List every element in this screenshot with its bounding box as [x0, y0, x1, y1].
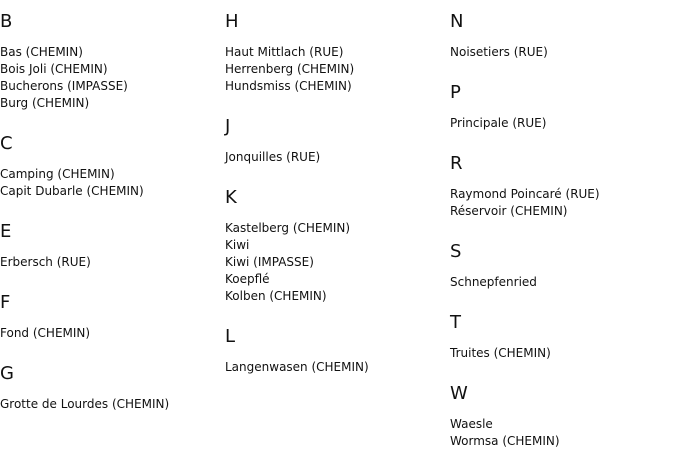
street-link[interactable]: Hundsmiss (CHEMIN) [225, 79, 352, 93]
letter-heading: K [225, 187, 237, 208]
street-list [225, 44, 450, 95]
letter-heading: B [0, 11, 13, 32]
street-link[interactable]: Grotte de Lourdes (CHEMIN) [0, 397, 170, 411]
letter-group-e [0, 220, 225, 271]
letter-heading: T [450, 312, 461, 333]
street-link[interactable]: Bucherons (IMPASSE) [0, 79, 128, 93]
street-list [0, 166, 225, 200]
street-list [450, 416, 675, 450]
letter-group-h [225, 10, 450, 95]
letter-heading: N [450, 11, 464, 32]
street-link[interactable]: Principale (RUE) [450, 116, 547, 130]
street-list [450, 345, 675, 362]
letter-group-n [450, 10, 675, 61]
street-list [225, 359, 450, 376]
street-link[interactable]: Camping (CHEMIN) [0, 167, 115, 181]
street-link[interactable]: Waesle [450, 417, 493, 431]
street-list [450, 274, 675, 291]
street-link[interactable]: Koepflé [225, 272, 270, 286]
street-list [450, 115, 675, 132]
street-list [0, 396, 225, 413]
street-list [225, 149, 450, 166]
letter-group-k [225, 186, 450, 305]
street-link[interactable]: Wormsa (CHEMIN) [450, 434, 560, 448]
letter-group-s [450, 240, 675, 291]
letter-group-f [0, 291, 225, 342]
street-link[interactable]: Kastelberg (CHEMIN) [225, 221, 351, 235]
street-list [0, 254, 225, 271]
letter-heading: J [225, 116, 231, 137]
letter-group-b [0, 10, 225, 112]
street-link[interactable]: Schnepfenried [450, 275, 537, 289]
street-index-column-2 [225, 10, 450, 396]
letter-group-l [225, 325, 450, 376]
letter-heading: W [450, 383, 468, 404]
letter-heading: S [450, 241, 462, 262]
street-link[interactable]: Truites (CHEMIN) [450, 346, 551, 360]
street-link[interactable]: Bois Joli (CHEMIN) [0, 62, 108, 76]
street-link[interactable]: Kiwi (IMPASSE) [225, 255, 314, 269]
street-link[interactable]: Fond (CHEMIN) [0, 326, 91, 340]
street-link[interactable]: Bas (CHEMIN) [0, 45, 83, 59]
letter-heading: P [450, 82, 461, 103]
street-link[interactable]: Raymond Poincaré (RUE) [450, 187, 600, 201]
letter-group-g [0, 362, 225, 413]
letter-group-p [450, 81, 675, 132]
letter-heading: L [225, 326, 236, 347]
street-link[interactable]: Herrenberg (CHEMIN) [225, 62, 355, 76]
letter-group-t [450, 311, 675, 362]
letter-heading: R [450, 153, 463, 174]
street-list [0, 44, 225, 112]
street-list [225, 220, 450, 305]
letter-heading: F [0, 292, 11, 313]
street-link[interactable]: Réservoir (CHEMIN) [450, 204, 568, 218]
street-index-column-1 [0, 10, 225, 433]
street-link[interactable]: Haut Mittlach (RUE) [225, 45, 344, 59]
letter-group-r [450, 152, 675, 220]
street-link[interactable]: Burg (CHEMIN) [0, 96, 90, 110]
letter-group-c [0, 132, 225, 200]
street-list [450, 186, 675, 220]
street-link[interactable]: Jonquilles (RUE) [225, 150, 321, 164]
letter-heading: G [0, 363, 14, 384]
street-link[interactable]: Kolben (CHEMIN) [225, 289, 327, 303]
letter-heading: H [225, 11, 239, 32]
street-link[interactable]: Capit Dubarle (CHEMIN) [0, 184, 144, 198]
street-link[interactable]: Noisetiers (RUE) [450, 45, 548, 59]
street-link[interactable]: Kiwi [225, 238, 250, 252]
letter-heading: E [0, 221, 12, 242]
street-link[interactable]: Langenwasen (CHEMIN) [225, 360, 369, 374]
letter-group-w [450, 382, 675, 450]
street-index-column-3 [450, 10, 675, 470]
street-list [0, 325, 225, 342]
letter-heading: C [0, 133, 13, 154]
letter-group-j [225, 115, 450, 166]
street-list [450, 44, 675, 61]
street-link[interactable]: Erbersch (RUE) [0, 255, 91, 269]
